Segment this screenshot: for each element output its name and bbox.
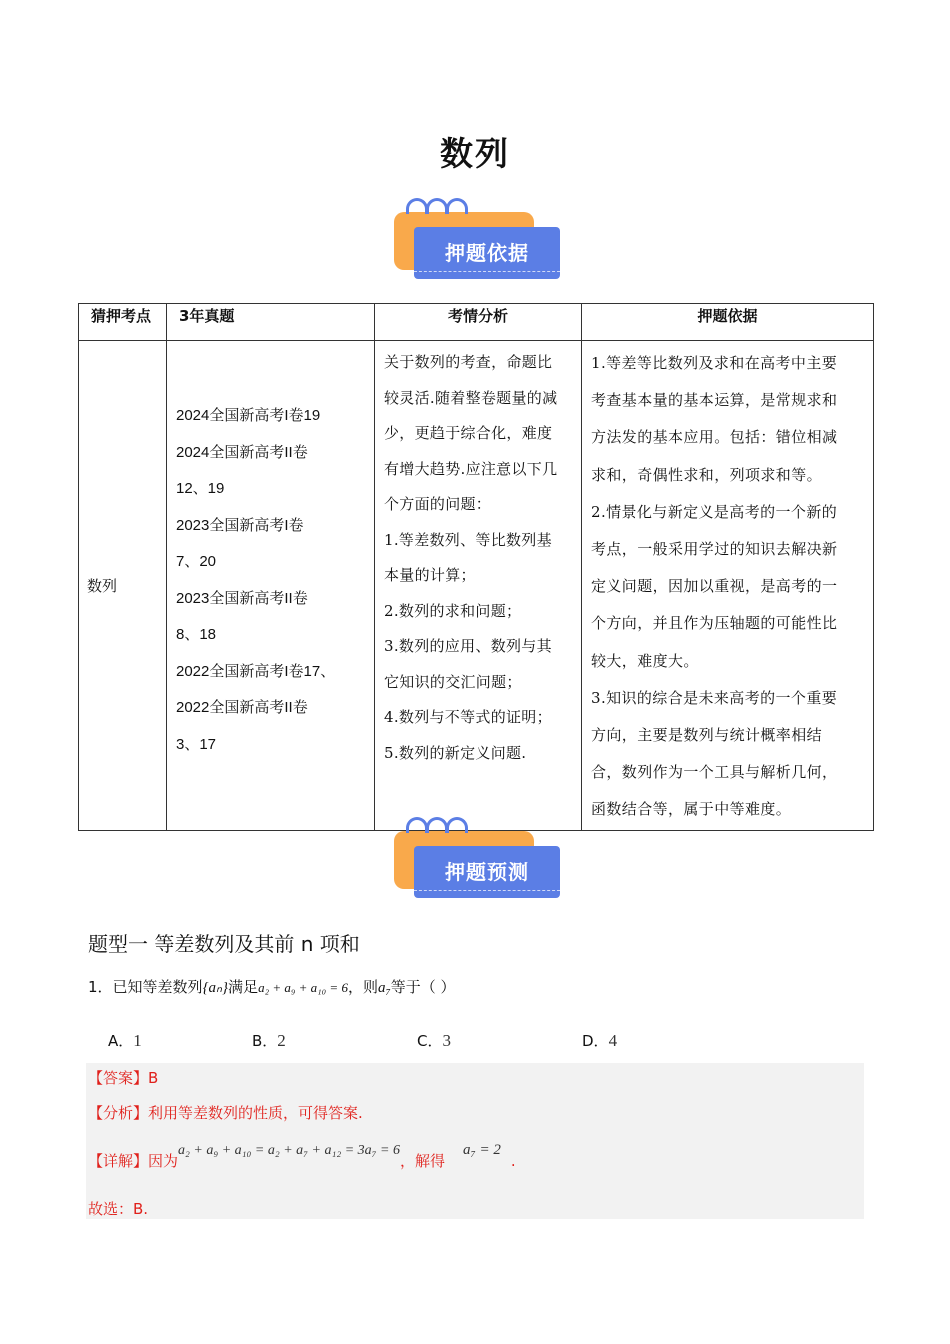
option-label: B．: [252, 1032, 278, 1050]
analysis-line: 关于数列的考查，命题比: [384, 353, 553, 371]
option-a[interactable]: [108, 1030, 142, 1051]
basis-line: 定义问题，因加以重视，是高考的一: [591, 577, 838, 596]
analysis-text: 利用等差数列的性质，可得答案.: [148, 1104, 363, 1122]
option-c[interactable]: [417, 1030, 451, 1051]
analysis-line: 较灵活.随着整卷题量的减: [384, 388, 558, 407]
cell-topic: 数列: [79, 341, 167, 831]
option-label: C．: [417, 1032, 443, 1050]
analysis-line: 个方面的问题：: [384, 495, 492, 513]
option-label: D．: [582, 1032, 609, 1050]
analysis-line: 本量的计算；: [384, 566, 476, 584]
year-line: 2023全国新高考II卷: [176, 589, 308, 607]
math-condition: a₂ + a₉ + a₁₀ = 6: [258, 980, 348, 995]
year-line: 3、17: [176, 735, 217, 753]
basis-line: 考点，一般采用学过的知识去解决新: [591, 540, 838, 559]
question-text: 等于（ ）: [390, 978, 456, 996]
banner-label: 押题预测: [414, 846, 560, 898]
section-banner-prediction: [384, 817, 554, 907]
math-sequence: {aₙ}: [202, 980, 229, 996]
year-line: 2023全国新高考I卷: [176, 516, 304, 534]
basis-line: 1.等差等比数列及求和在高考中主要: [591, 354, 838, 372]
basis-line: 个方向，并且作为压轴题的可能性比: [591, 614, 838, 633]
year-line: 2022全国新高考II卷: [176, 699, 308, 716]
analysis-line: 有增大趋势.应注意以下几: [384, 459, 558, 478]
basis-line: 方法发的基本应用。包括：错位相减: [591, 428, 838, 447]
analysis-line: 3.数列的应用、数列与其: [384, 637, 552, 655]
analysis-line: 4.数列与不等式的证明；: [384, 708, 552, 726]
year-line: 2024全国新高考I卷19: [176, 407, 321, 424]
basis-line: 合，数列作为一个工具与解析几何，: [591, 763, 838, 782]
option-label: A．: [108, 1032, 134, 1050]
option-d[interactable]: [582, 1030, 617, 1051]
analysis-line: 1.等差数列、等比数列基: [384, 530, 552, 549]
section-heading: 题型一 等差数列及其前 n 项和: [88, 932, 360, 956]
header-analysis: 考情分析: [375, 304, 582, 341]
year-line: 7、20: [176, 553, 217, 570]
detail-result: a₇ = 2: [462, 1142, 501, 1158]
question-text: 满足: [228, 978, 259, 996]
banner-label: 押题依据: [414, 227, 560, 279]
analysis-line: 5.数列的新定义问题.: [384, 743, 527, 762]
basis-line: 求和，奇偶性求和，列项求和等。: [591, 465, 823, 484]
cell-analysis: [375, 341, 582, 831]
question-text: 已知等差数列: [112, 978, 203, 996]
cell-years: [167, 341, 375, 831]
solution-detail: [88, 1142, 516, 1171]
basis-line: 2.情景化与新定义是高考的一个新的: [591, 502, 838, 521]
page-title: 数列: [440, 134, 510, 173]
option-b[interactable]: [252, 1030, 286, 1051]
solution-analysis: [88, 1102, 363, 1123]
solution-box: [86, 1063, 864, 1219]
year-line: 8、18: [176, 626, 217, 643]
year-line: 2022全国新高考I卷17、: [176, 662, 336, 680]
basis-line: 函数结合等，属于中等难度。: [591, 800, 792, 819]
detail-equation: a₂ + a₉ + a₁₀ = a₂ + a₇ + a₁₂ = 3a₇ = 6: [178, 1143, 400, 1158]
detail-text: ，解得: [399, 1152, 445, 1170]
answer-value: B: [148, 1069, 159, 1087]
analysis-tag: 【分析】: [88, 1104, 149, 1122]
header-basis: 押题依据: [582, 304, 874, 341]
year-line: 12、19: [176, 480, 225, 497]
option-value: 2: [277, 1031, 286, 1050]
solution-conclusion: 故选：B.: [88, 1200, 149, 1218]
detail-text: .: [510, 1152, 516, 1170]
detail-text: 因为: [148, 1152, 179, 1170]
analysis-line: 它知识的交汇问题；: [384, 672, 522, 691]
math-target: a₇: [377, 980, 391, 996]
question-1: [88, 976, 455, 997]
answer-tag: 【答案】: [88, 1069, 149, 1087]
question-text: ，则: [347, 978, 378, 996]
exam-table: [78, 303, 874, 831]
header-topic: 猜押考点: [79, 304, 167, 341]
basis-line: 考查基本量的基本运算，是常规求和: [591, 391, 838, 410]
option-value: 1: [133, 1031, 142, 1050]
basis-line: 3.知识的综合是未来高考的一个重要: [591, 688, 838, 707]
header-years: 3年真题: [167, 304, 375, 341]
section-banner-basis: [384, 198, 554, 288]
basis-line: 方向，主要是数列与统计概率相结: [591, 726, 823, 745]
detail-tag: 【详解】: [88, 1152, 149, 1170]
question-number: 1．: [88, 978, 113, 996]
basis-line: 较大，难度大。: [591, 651, 699, 670]
option-value: 4: [608, 1031, 618, 1050]
year-line: 2024全国新高考II卷: [176, 443, 308, 461]
cell-basis: [582, 341, 874, 831]
solution-answer: [88, 1067, 158, 1088]
analysis-line: 少，更趋于综合化，难度: [384, 424, 553, 442]
option-value: 3: [442, 1031, 451, 1050]
analysis-line: 2.数列的求和问题；: [384, 601, 522, 620]
